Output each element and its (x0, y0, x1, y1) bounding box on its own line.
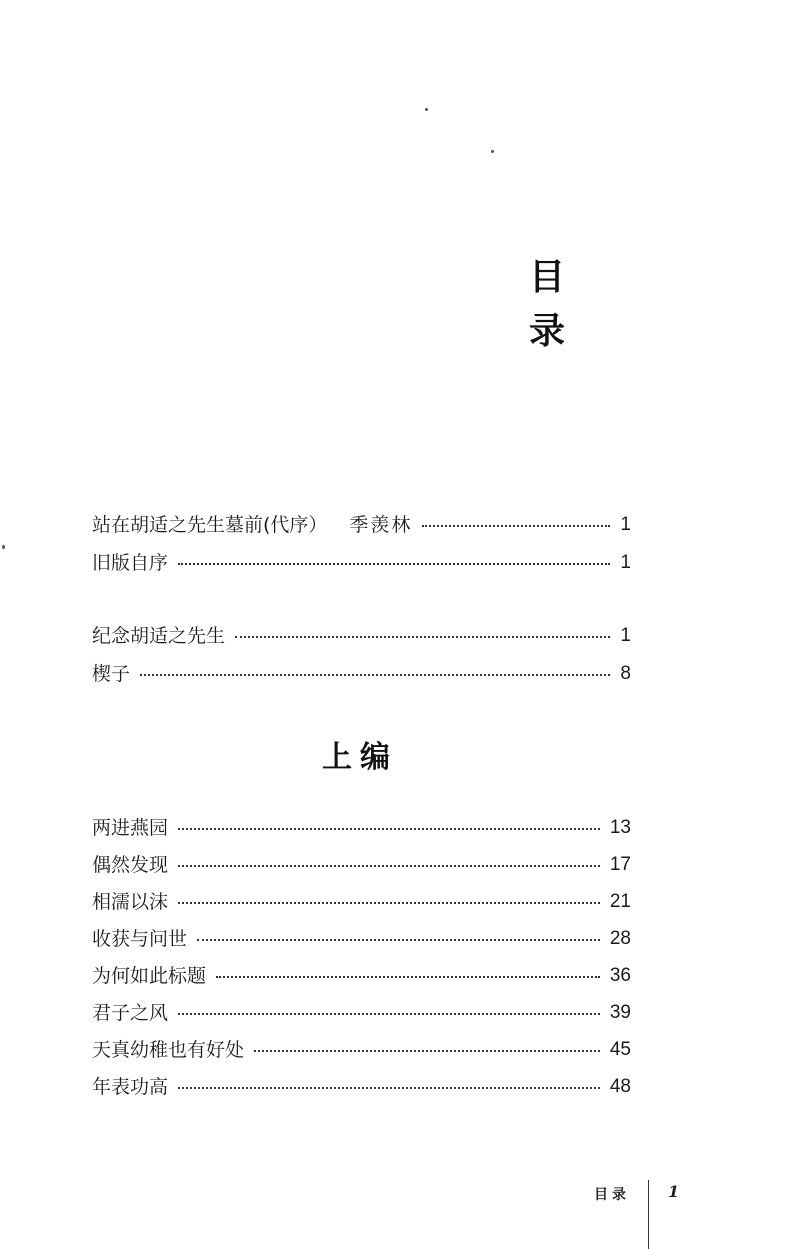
dot-leader (178, 865, 600, 867)
toc-entry-page: 8 (620, 663, 631, 684)
toc-entry-preface[interactable] (92, 512, 631, 538)
toc-entry[interactable] (92, 1000, 631, 1026)
toc-entry-label: 楔子 (92, 663, 131, 685)
toc-entry-page: 1 (620, 552, 631, 573)
page-title-char-1: 目 (528, 257, 565, 298)
dot-leader (178, 1087, 600, 1089)
dot-leader (422, 525, 610, 527)
toc-entry-label: 站在胡适之先生墓前(代序） (92, 514, 328, 536)
toc-entry[interactable] (92, 889, 631, 915)
toc-entry-label: 纪念胡适之先生 (92, 625, 226, 647)
toc-entry-page: 13 (609, 817, 631, 838)
dot-leader (140, 674, 610, 676)
toc-entry[interactable] (92, 926, 631, 952)
dot-leader (216, 976, 600, 978)
toc-entry-page: 1 (620, 625, 631, 646)
folio-page-number: 1 (668, 1182, 680, 1201)
toc-entry-page: 48 (609, 1076, 631, 1097)
toc-entry-label: 偶然发现 (92, 854, 169, 876)
toc-entry-page: 21 (609, 891, 631, 912)
scan-speck (491, 150, 494, 153)
toc-entry-prologue[interactable] (92, 661, 631, 687)
toc-entry-label: 相濡以沫 (92, 891, 169, 913)
toc-entry-page: 17 (609, 854, 631, 875)
dot-leader (254, 1050, 600, 1052)
dot-leader (178, 828, 600, 830)
toc-entry-label: 收获与问世 (92, 928, 188, 950)
toc-entry-label: 为何如此标题 (92, 965, 207, 987)
toc-entry[interactable] (92, 852, 631, 878)
toc-entry[interactable] (92, 1074, 631, 1100)
toc-entry-author: 季羡林 (349, 514, 413, 536)
section-heading: 上编 (322, 740, 398, 775)
scan-speck (425, 108, 428, 111)
toc-entry-label: 旧版自序 (92, 552, 169, 574)
footer-divider (648, 1180, 649, 1249)
toc-entry-label: 两进燕园 (92, 817, 169, 839)
toc-entry[interactable] (92, 963, 631, 989)
dot-leader (178, 902, 600, 904)
toc-entry-label: 年表功高 (92, 1076, 169, 1098)
toc-entry-page: 28 (609, 928, 631, 949)
toc-entry-page: 1 (620, 514, 631, 535)
scan-speck (2, 545, 5, 549)
toc-entry-memorial[interactable] (92, 623, 631, 649)
toc-entry-label: 君子之风 (92, 1002, 169, 1024)
dot-leader (235, 636, 610, 638)
dot-leader (178, 563, 610, 565)
toc-entry-page: 45 (609, 1039, 631, 1060)
toc-entry[interactable] (92, 815, 631, 841)
page-title-char-2: 录 (528, 311, 565, 352)
toc-entry-page: 36 (609, 965, 631, 986)
dot-leader (197, 939, 600, 941)
toc-entry-label: 天真幼稚也有好处 (92, 1039, 245, 1061)
running-title: 目录 (594, 1187, 630, 1203)
toc-entry-page: 39 (609, 1002, 631, 1023)
toc-entry[interactable] (92, 1037, 631, 1063)
dot-leader (178, 1013, 600, 1015)
toc-entry-old-preface[interactable] (92, 550, 631, 576)
